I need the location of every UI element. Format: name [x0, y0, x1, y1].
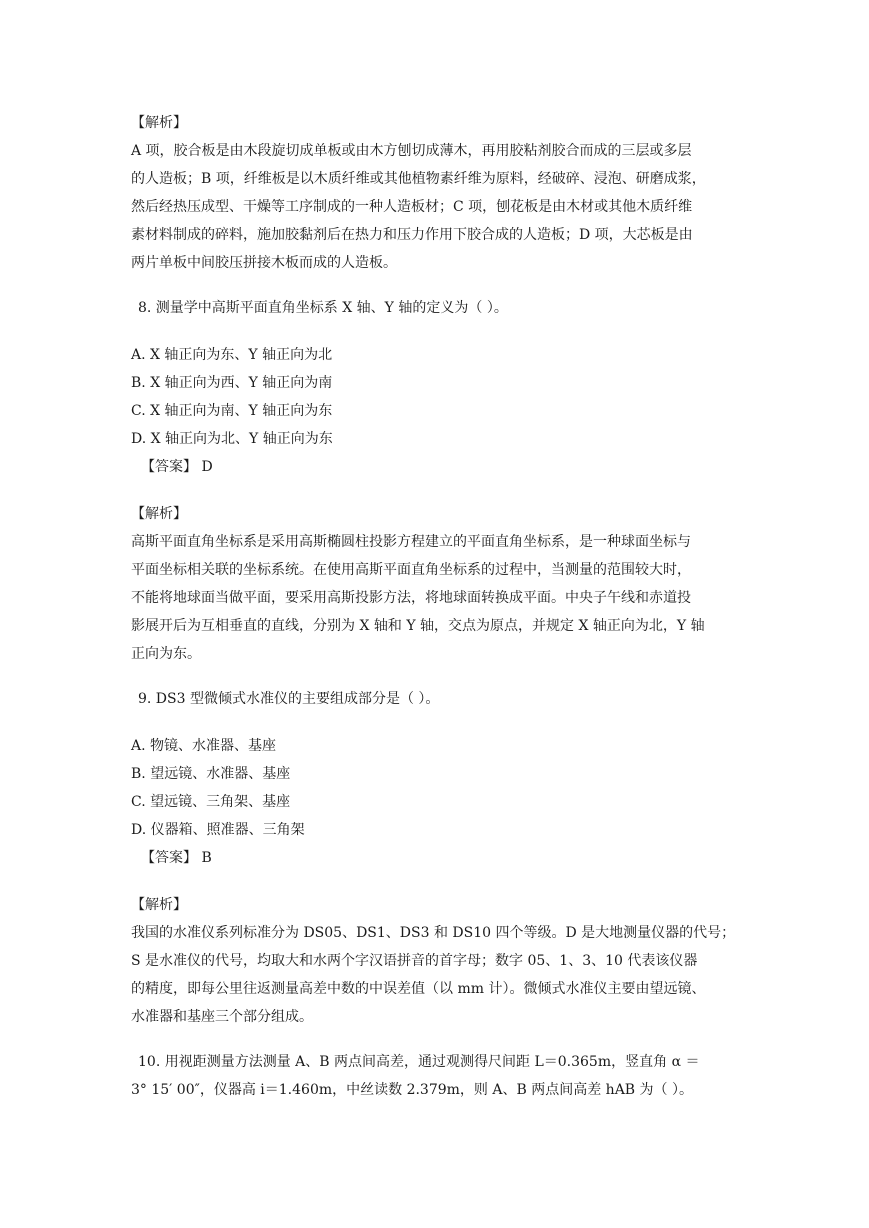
q8-option-d: D. X 轴正向为北、Y 轴正向为东: [131, 431, 333, 447]
q8-answer: 【答案】 D: [141, 459, 213, 475]
q9-analysis-line: S 是水准仪的代号，均取大和水两个字汉语拼音的首字母；数字 05、1、3、10 代表该仪器: [131, 953, 698, 969]
q8-analysis-line: 高斯平面直角坐标系是采用高斯椭圆柱投影方程建立的平面直角坐标系，是一种球面坐标与: [131, 534, 691, 550]
q9-option-c: C. 望远镜、三角架、基座: [131, 794, 291, 810]
analysis-line: 两片单板中间胶压拼接木板而成的人造板。: [131, 255, 397, 271]
analysis-heading: 【解析】: [131, 115, 187, 131]
q9-option-b: B. 望远镜、水准器、基座: [131, 766, 291, 782]
analysis-line: 然后经热压成型、干燥等工序制成的一种人造板材；C 项，刨花板是由木材或其他木质纤维: [131, 199, 693, 215]
analysis-line: 的人造板；B 项，纤维板是以木质纤维或其他植物素纤维为原料，经破碎、浸泡、研磨成浆，: [131, 171, 706, 187]
q8-analysis-heading: 【解析】: [131, 506, 187, 522]
q8-analysis-line: 影展开后为互相垂直的直线，分别为 X 轴和 Y 轴，交点为原点，并规定 X 轴正向为北，Y 轴: [131, 618, 705, 634]
q8-analysis-line: 平面坐标相关联的坐标系统。在使用高斯平面直角坐标系的过程中，当测量的范围较大时，: [131, 562, 691, 578]
q9-option-d: D. 仪器箱、照准器、三角架: [131, 822, 305, 838]
q8-analysis-line: 不能将地球面当做平面，要采用高斯投影方法，将地球面转换成平面。中央子午线和赤道投: [131, 590, 691, 606]
q9-analysis-line: 的精度，即每公里往返测量高差中数的中误差值（以 mm 计）。微倾式水准仪主要由望远镜、: [131, 981, 706, 997]
question-9: 9. DS3 型微倾式水准仪的主要组成部分是（ ）。: [138, 691, 440, 707]
question-8: 8. 测量学中高斯平面直角坐标系 X 轴、Y 轴的定义为（ ）。: [138, 300, 508, 316]
q8-analysis-line: 正向为东。: [131, 646, 201, 662]
q9-answer: 【答案】 B: [141, 850, 212, 866]
q9-option-a: A. 物镜、水准器、基座: [131, 738, 277, 754]
question-10-cont: 3° 15′ 00″，仪器高 i＝1.460m，中丝读数 2.379m，则 A、B 两点间高差 hAB 为（ ）。: [131, 1082, 693, 1098]
q9-analysis-line: 我国的水准仪系列标准分为 DS05、DS1、DS3 和 DS10 四个等级。D 是大地测量仪器的代号；: [131, 925, 736, 941]
q9-analysis-heading: 【解析】: [131, 897, 187, 913]
q8-option-c: C. X 轴正向为南、Y 轴正向为东: [131, 403, 333, 419]
question-10: 10. 用视距测量方法测量 A、B 两点间高差，通过观测得尺间距 L＝0.365m，竖直角 α ＝: [138, 1054, 700, 1070]
analysis-line: A 项，胶合板是由木段旋切成单板或由木方刨切成薄木，再用胶粘剂胶合而成的三层或多层: [131, 143, 692, 159]
q8-option-a: A. X 轴正向为东、Y 轴正向为北: [131, 347, 333, 363]
q8-option-b: B. X 轴正向为西、Y 轴正向为南: [131, 375, 333, 391]
q9-analysis-line: 水准器和基座三个部分组成。: [131, 1009, 313, 1025]
analysis-line: 素材料制成的碎料，施加胶黏剂后在热力和压力作用下胶合成的人造板；D 项，大芯板是由: [131, 227, 693, 243]
